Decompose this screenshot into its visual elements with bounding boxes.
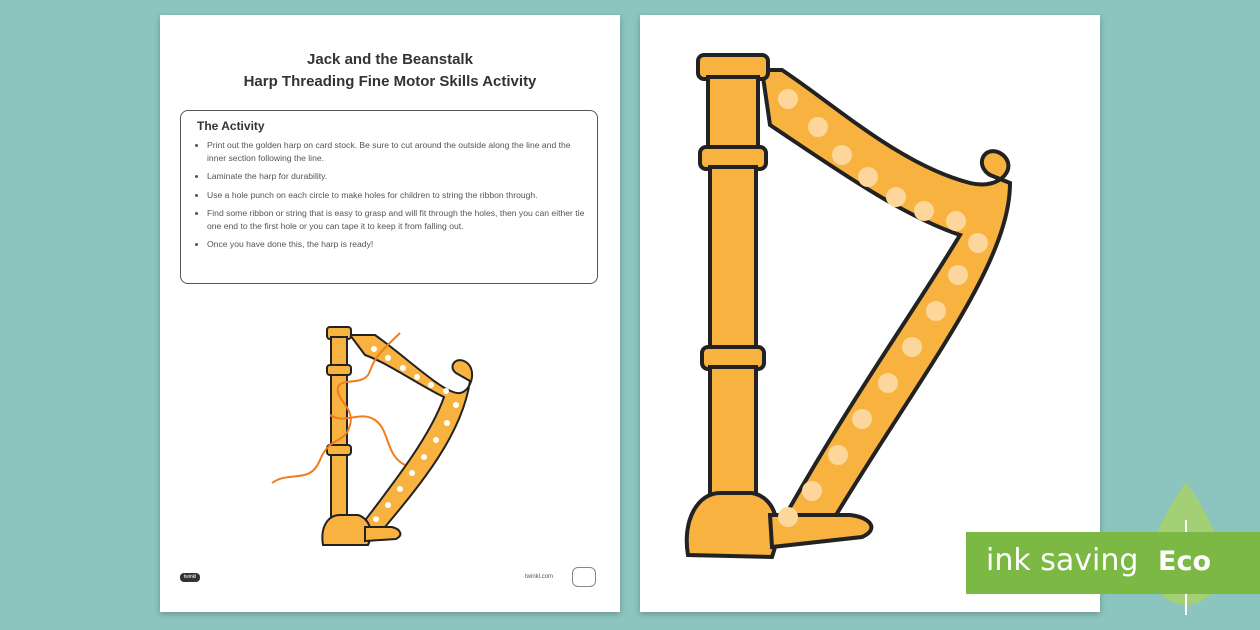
step-item: • Print out the golden harp on card stock. Be sure to cut around the outside along the line and the inner section following the line. [207, 139, 585, 164]
step-item: • Once you have done this, the harp is ready! [207, 238, 585, 251]
twinkl-logo: twinkl [180, 573, 200, 582]
step-item: • Laminate the harp for durability. [207, 170, 585, 183]
activity-heading: The Activity [197, 119, 265, 133]
eco-label: Eco [1158, 546, 1211, 577]
step-item: • Use a hole punch on each circle to make holes for children to string the ribbon through. [207, 189, 585, 202]
footer-url: twinkl.com [525, 574, 554, 580]
title-line-1: Jack and the Beanstalk [307, 51, 473, 68]
title-line-2: Harp Threading Fine Motor Skills Activity [243, 73, 537, 90]
ink-saving-label: ink saving [986, 543, 1139, 578]
step-item: • Find some ribbon or string that is easy to grasp and will fit through the holes, then you can either tie one end to the first hole or you can tape it to keep it from falling out. [207, 207, 585, 232]
